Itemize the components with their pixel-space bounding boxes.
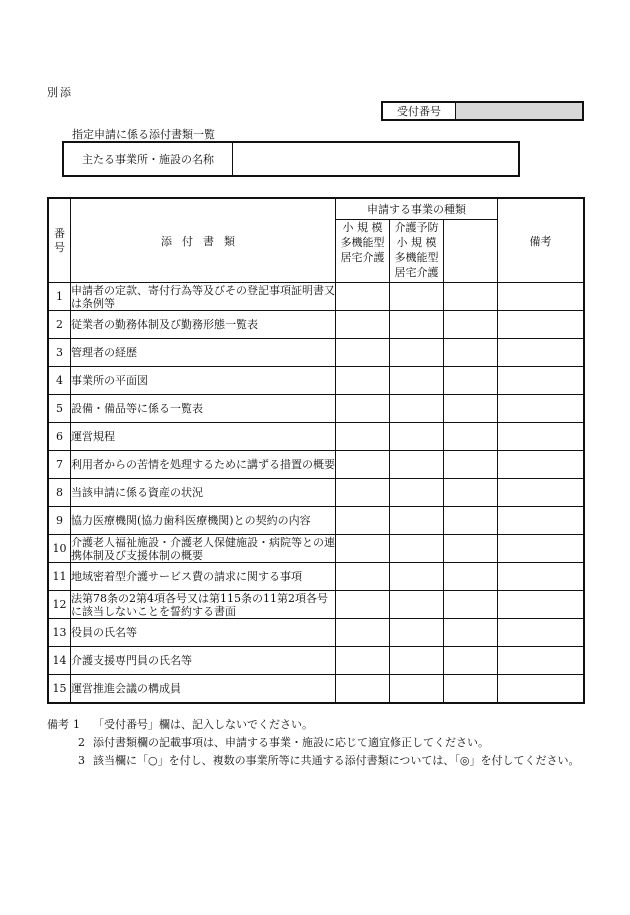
table-row <box>48 563 584 591</box>
row-type-2-cell[interactable] <box>390 563 444 591</box>
row-number: 4 <box>48 367 71 395</box>
row-number: 10 <box>48 535 71 563</box>
row-type-2-cell[interactable] <box>390 423 444 451</box>
row-type-3-cell[interactable] <box>444 339 498 367</box>
table-row <box>48 423 584 451</box>
note-line-3 <box>47 752 587 770</box>
receipt-number-label: 受付番号 <box>383 103 456 119</box>
row-type-1-cell[interactable] <box>336 423 390 451</box>
attachment-documents-table <box>47 197 585 704</box>
row-document: 従業者の勤務体制及び勤務形態一覧表 <box>71 311 336 339</box>
row-document: 利用者からの苦情を処理するために講ずる措置の概要 <box>71 451 336 479</box>
header-number <box>48 198 71 283</box>
table-row <box>48 647 584 675</box>
row-notes-cell[interactable] <box>498 451 585 479</box>
header-type-2-text: 介護予防 小 規 模 多機能型 居宅介護 <box>394 221 439 279</box>
header-service-types: 申請する事業の種類 <box>336 198 498 220</box>
row-type-3-cell[interactable] <box>444 451 498 479</box>
table-row <box>48 535 584 563</box>
row-type-2-cell[interactable] <box>390 339 444 367</box>
row-type-1-cell[interactable] <box>336 535 390 563</box>
row-notes-cell[interactable] <box>498 339 585 367</box>
header-type-1-text: 小 規 模 多機能型 居宅介護 <box>340 221 385 264</box>
table-row <box>48 367 584 395</box>
attachment-heading: 別添 <box>47 86 73 99</box>
row-notes-cell[interactable] <box>498 311 585 339</box>
row-number: 11 <box>48 563 71 591</box>
row-number: 13 <box>48 619 71 647</box>
table-row <box>48 283 584 311</box>
table-row <box>48 675 584 704</box>
table-row <box>48 507 584 535</box>
row-notes-cell[interactable] <box>498 647 585 675</box>
row-document: 運営推進会議の構成員 <box>71 675 336 704</box>
row-type-2-cell[interactable] <box>390 591 444 619</box>
row-document: 管理者の経歴 <box>71 339 336 367</box>
note-line-1 <box>47 716 587 734</box>
row-number: 15 <box>48 675 71 704</box>
row-number: 6 <box>48 423 71 451</box>
row-type-1-cell[interactable] <box>336 675 390 704</box>
row-type-2-cell[interactable] <box>390 479 444 507</box>
row-type-2-cell[interactable] <box>390 507 444 535</box>
row-notes-cell[interactable] <box>498 367 585 395</box>
note-num-3: 3 <box>78 754 85 767</box>
table-row <box>48 395 584 423</box>
row-notes-cell[interactable] <box>498 535 585 563</box>
row-document: 事業所の平面図 <box>71 367 336 395</box>
note-num-1: 1 <box>73 718 80 731</box>
header-type-3 <box>444 220 498 283</box>
row-type-1-cell[interactable] <box>336 283 390 311</box>
facility-name-field[interactable] <box>233 143 518 175</box>
row-type-2-cell[interactable] <box>390 283 444 311</box>
row-type-3-cell[interactable] <box>444 367 498 395</box>
row-type-2-cell[interactable] <box>390 675 444 704</box>
row-type-3-cell[interactable] <box>444 395 498 423</box>
note-line-2 <box>47 734 587 752</box>
form-title: 指定申請に係る添付書類一覧 <box>72 128 215 141</box>
row-type-1-cell[interactable] <box>336 311 390 339</box>
row-type-3-cell[interactable] <box>444 591 498 619</box>
row-type-2-cell[interactable] <box>390 367 444 395</box>
row-number: 3 <box>48 339 71 367</box>
row-type-1-cell[interactable] <box>336 339 390 367</box>
header-type-2 <box>390 220 444 283</box>
row-number: 5 <box>48 395 71 423</box>
notes-section <box>47 716 587 770</box>
table-row <box>48 339 584 367</box>
row-document: 設備・備品等に係る一覧表 <box>71 395 336 423</box>
note-text-3: 該当欄に「○」を付し、複数の事業所等に共通する添付書類については、「◎」を付してください。 <box>93 754 580 767</box>
row-number: 9 <box>48 507 71 535</box>
row-type-3-cell[interactable] <box>444 507 498 535</box>
row-number: 2 <box>48 311 71 339</box>
row-notes-cell[interactable] <box>498 479 585 507</box>
row-type-1-cell[interactable] <box>336 395 390 423</box>
note-num-2: 2 <box>78 736 85 749</box>
row-type-3-cell[interactable] <box>444 423 498 451</box>
row-type-3-cell[interactable] <box>444 311 498 339</box>
row-document: 法第78条の2第4項各号又は第115条の11第2項各号に該当しないことを誓約する書面 <box>71 591 336 619</box>
row-notes-cell[interactable] <box>498 675 585 704</box>
row-notes-cell[interactable] <box>498 619 585 647</box>
row-document: 申請者の定款、寄付行為等及びその登記事項証明書又は条例等 <box>71 283 335 310</box>
row-notes-cell[interactable] <box>498 283 585 311</box>
table-row <box>48 591 584 619</box>
note-text-2: 添付書類欄の記載事項は、申請する事業・施設に応じて適宜修正してください。 <box>93 736 489 749</box>
row-number: 12 <box>48 591 71 619</box>
row-type-1-cell[interactable] <box>336 619 390 647</box>
notes-head: 備考 <box>47 718 69 731</box>
row-type-1-cell[interactable] <box>336 647 390 675</box>
receipt-number-box <box>381 101 584 121</box>
table-row <box>48 451 584 479</box>
row-number: 7 <box>48 451 71 479</box>
row-number: 8 <box>48 479 71 507</box>
row-number: 1 <box>48 283 71 311</box>
row-type-3-cell[interactable] <box>444 647 498 675</box>
row-type-1-cell[interactable] <box>336 563 390 591</box>
row-type-1-cell[interactable] <box>336 507 390 535</box>
facility-name-label: 主たる事業所・施設の名称 <box>64 143 233 175</box>
row-type-2-cell[interactable] <box>390 395 444 423</box>
note-text-1: 「受付番号」欄は、記入しないでください。 <box>93 718 313 731</box>
table-row <box>48 619 584 647</box>
row-type-1-cell[interactable] <box>336 479 390 507</box>
row-document: 運営規程 <box>71 423 336 451</box>
row-document: 協力医療機関(協力歯科医療機関)との契約の内容 <box>71 507 336 535</box>
row-type-3-cell[interactable] <box>444 535 498 563</box>
row-type-1-cell[interactable] <box>336 451 390 479</box>
row-document: 介護老人福祉施設・介護老人保健施設・病院等との連携体制及び支援体制の概要 <box>71 535 335 562</box>
row-document: 地域密着型介護サービス費の請求に関する事項 <box>71 563 336 591</box>
row-notes-cell[interactable] <box>498 563 585 591</box>
row-type-3-cell[interactable] <box>444 675 498 704</box>
header-number-text: 番 号 <box>54 226 65 254</box>
row-type-3-cell[interactable] <box>444 563 498 591</box>
row-type-2-cell[interactable] <box>390 311 444 339</box>
row-type-2-cell[interactable] <box>390 451 444 479</box>
table-row <box>48 311 584 339</box>
row-notes-cell[interactable] <box>498 423 585 451</box>
row-type-3-cell[interactable] <box>444 479 498 507</box>
header-notes: 備考 <box>498 198 585 283</box>
row-type-2-cell[interactable] <box>390 647 444 675</box>
facility-name-box <box>62 141 520 177</box>
row-type-2-cell[interactable] <box>390 535 444 563</box>
row-type-1-cell[interactable] <box>336 591 390 619</box>
table-row <box>48 479 584 507</box>
receipt-number-field[interactable] <box>456 103 582 119</box>
row-number: 14 <box>48 647 71 675</box>
row-type-1-cell[interactable] <box>336 367 390 395</box>
row-type-2-cell[interactable] <box>390 619 444 647</box>
row-type-3-cell[interactable] <box>444 619 498 647</box>
row-document: 当該申請に係る資産の状況 <box>71 479 336 507</box>
row-notes-cell[interactable] <box>498 591 585 619</box>
row-notes-cell[interactable] <box>498 395 585 423</box>
row-notes-cell[interactable] <box>498 507 585 535</box>
row-type-3-cell[interactable] <box>444 283 498 311</box>
header-type-1 <box>336 220 390 283</box>
row-document: 介護支援専門員の氏名等 <box>71 647 336 675</box>
row-document: 役員の氏名等 <box>71 619 336 647</box>
header-documents: 添付書類 <box>71 198 336 283</box>
